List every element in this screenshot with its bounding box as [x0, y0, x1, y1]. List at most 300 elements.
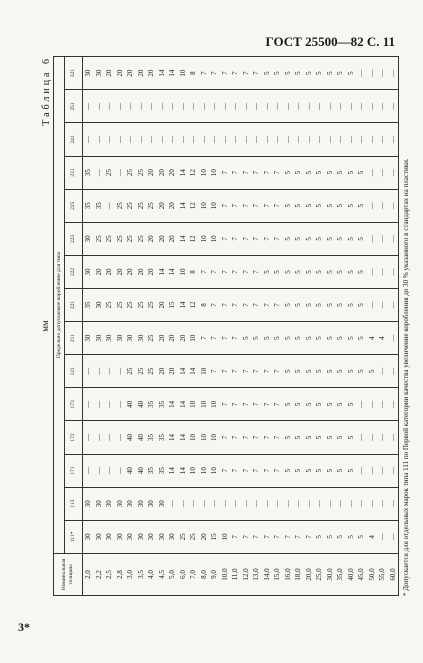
- thickness-value: 8,0: [199, 570, 208, 579]
- table-cell: 20: [147, 268, 155, 276]
- table-cell: 12: [189, 301, 197, 309]
- thickness-value: 30,0: [325, 568, 334, 581]
- table-cell: —: [199, 102, 208, 110]
- table-cell: 10: [199, 400, 208, 408]
- table-cell: —: [94, 433, 103, 441]
- table-cell: 5: [294, 203, 302, 208]
- table-cell: 30: [105, 334, 113, 342]
- table-cell: 5: [304, 435, 313, 440]
- table-cell: 30: [168, 533, 176, 541]
- table-cell: —: [105, 400, 113, 408]
- table-cell: —: [294, 102, 302, 110]
- table-cell: 5: [262, 270, 271, 274]
- table-cell: —: [168, 102, 176, 110]
- table-cell: —: [115, 169, 124, 177]
- thickness-value: 6,0: [178, 570, 187, 579]
- table-cell: 5: [304, 71, 313, 75]
- table-cell: —: [388, 268, 397, 276]
- table-cell: —: [378, 433, 386, 441]
- table-cell: 7: [262, 369, 271, 374]
- table-cell: —: [357, 433, 365, 441]
- table-cell: 5: [325, 402, 334, 407]
- table-cell: 35: [157, 433, 166, 441]
- table-cell: —: [105, 433, 113, 441]
- table-cell: 30: [94, 334, 103, 342]
- table-cell: 40: [126, 433, 134, 441]
- table-cell: —: [126, 136, 134, 143]
- table-cell: 5: [336, 71, 344, 75]
- table-cell: 7: [210, 369, 218, 374]
- thickness-value: 3,5: [136, 570, 145, 579]
- type-column-header: 221: [65, 288, 83, 321]
- table-cell: —: [273, 102, 281, 110]
- table-cell: 15: [168, 301, 176, 309]
- table-cell: —: [136, 102, 145, 110]
- table-cell: —: [84, 367, 92, 375]
- table-cell: —: [388, 533, 397, 541]
- table-cell: 5: [304, 369, 313, 374]
- table-cell: 25: [115, 202, 124, 210]
- table-cell: 5: [346, 402, 355, 407]
- table-cell: —: [273, 500, 281, 508]
- table-cell: 5: [304, 303, 313, 307]
- table-cell: —: [378, 533, 386, 541]
- table-cell: —: [178, 136, 187, 143]
- table-cell: 14: [178, 235, 187, 243]
- table-cell: 5: [325, 170, 334, 175]
- table-cell: 30: [84, 235, 92, 243]
- table-cell: 35: [84, 202, 92, 210]
- rotated-table-block: [40, 56, 410, 596]
- table-cell: 30: [136, 533, 145, 541]
- table-cell: —: [220, 500, 229, 508]
- table-cell: 7: [241, 170, 250, 175]
- table-cell: 20: [115, 268, 124, 276]
- table-cell: 30: [94, 533, 103, 541]
- table-cell: —: [199, 136, 208, 143]
- table-cell: 4: [378, 336, 386, 340]
- table-cell: 5: [336, 468, 344, 473]
- table-cell: 5: [273, 71, 281, 75]
- table-cell: 10: [210, 202, 218, 210]
- table-cell: —: [378, 69, 386, 77]
- table-cell: 7: [252, 402, 260, 407]
- table-cell: 7: [220, 303, 229, 307]
- table-cell: —: [388, 235, 397, 243]
- type-column-header: 223: [65, 222, 83, 255]
- table-cell: —: [252, 136, 260, 143]
- table-cell: —: [346, 102, 355, 110]
- table-cell: 7: [210, 270, 218, 274]
- table-cell: 20: [157, 169, 166, 177]
- type-column-header: 241: [65, 123, 83, 156]
- thickness-value: 7,0: [189, 570, 197, 579]
- table-cell: 5: [315, 170, 323, 175]
- table-cell: —: [367, 69, 376, 77]
- table-cell: —: [378, 169, 386, 177]
- table-cell: —: [304, 102, 313, 110]
- table-cell: —: [105, 467, 113, 475]
- table-cell: 40: [136, 467, 145, 475]
- table-cell: 7: [273, 237, 281, 241]
- table-cell: —: [283, 102, 292, 110]
- table-cell: —: [210, 500, 218, 508]
- table-cell: —: [367, 202, 376, 210]
- type-column-header: 231: [65, 156, 83, 189]
- table-cell: —: [388, 202, 397, 210]
- value-column: [83, 322, 399, 355]
- table-cell: 5: [346, 336, 355, 340]
- table-cell: 5: [336, 203, 344, 208]
- table-cell: 5: [357, 237, 365, 241]
- table-cell: —: [84, 467, 92, 475]
- table-cell: 5: [336, 435, 344, 440]
- table-cell: 7: [273, 203, 281, 208]
- table-cell: 7: [231, 237, 239, 241]
- table-cell: —: [94, 169, 103, 177]
- table-cell: 25: [136, 169, 145, 177]
- table-cell: 7: [220, 170, 229, 175]
- table-cell: 7: [241, 402, 250, 407]
- table-cell: 5: [336, 170, 344, 175]
- table-cell: —: [283, 500, 292, 508]
- table-cell: 7: [252, 468, 260, 473]
- table-cell: 5: [357, 303, 365, 307]
- table-cell: 20: [157, 301, 166, 309]
- table-cell: —: [84, 102, 92, 110]
- table-cell: —: [262, 102, 271, 110]
- page-mark: 3*: [18, 620, 30, 634]
- table-cell: 25: [178, 533, 187, 541]
- table-cell: 5: [325, 369, 334, 374]
- table-cell: —: [252, 500, 260, 508]
- table-cell: 25: [189, 533, 197, 541]
- table-cell: —: [231, 102, 239, 110]
- table-cell: —: [220, 102, 229, 110]
- table-cell: 7: [220, 402, 229, 407]
- table-cell: 14: [178, 467, 187, 475]
- table-cell: —: [388, 102, 397, 110]
- table-cell: —: [105, 367, 113, 375]
- table-cell: 14: [168, 69, 176, 77]
- table-cell: —: [168, 136, 176, 143]
- table-cell: 8: [189, 270, 197, 274]
- value-column: [83, 421, 399, 454]
- table-cell: 35: [147, 400, 155, 408]
- table-cell: 30: [115, 334, 124, 342]
- table-cell: 5: [325, 237, 334, 241]
- table-cell: 7: [220, 336, 229, 340]
- table-cell: 5: [325, 71, 334, 75]
- table-cell: 7: [199, 336, 208, 340]
- table-cell: 5: [294, 71, 302, 75]
- table-cell: 20: [168, 334, 176, 342]
- table-cell: —: [346, 136, 355, 143]
- table-cell: —: [262, 136, 271, 143]
- table-cell: 7: [262, 535, 271, 539]
- table-title: Таблица 6: [41, 56, 52, 126]
- value-column: [83, 355, 399, 388]
- table-cell: 7: [283, 535, 292, 539]
- table-cell: 7: [220, 468, 229, 473]
- table-cell: 7: [220, 435, 229, 440]
- table-cell: 30: [94, 301, 103, 309]
- table-cell: 4: [367, 336, 376, 340]
- table-cell: 5: [346, 237, 355, 241]
- table-cell: 5: [357, 336, 365, 340]
- type-column-header: 111*: [65, 520, 83, 553]
- thickness-column: [83, 553, 399, 595]
- table-cell: 7: [252, 535, 260, 539]
- table-cell: —: [94, 136, 103, 143]
- table-cell: —: [241, 102, 250, 110]
- value-column: [83, 156, 399, 189]
- table-cell: 5: [315, 237, 323, 241]
- table-cell: 5: [283, 435, 292, 440]
- table-cell: —: [388, 136, 397, 143]
- table-cell: —: [367, 136, 376, 143]
- thickness-value: 40,0: [346, 568, 355, 581]
- table-cell: 5: [325, 270, 334, 274]
- table-cell: 5: [283, 468, 292, 473]
- table-cell: 5: [346, 203, 355, 208]
- table-cell: —: [325, 500, 334, 508]
- table-cell: —: [178, 102, 187, 110]
- table-cell: 7: [220, 71, 229, 75]
- table-cell: 12: [189, 169, 197, 177]
- table-cell: 7: [210, 303, 218, 307]
- table-cell: 7: [252, 203, 260, 208]
- table-cell: 15: [210, 533, 218, 541]
- table-cell: 40: [126, 467, 134, 475]
- table-cell: —: [115, 400, 124, 408]
- table-cell: 7: [231, 71, 239, 75]
- table-cell: —: [178, 500, 187, 508]
- footnote: * Допускается для отдельных марок типа 111 по Первой категории качества увеличение коробления до 30 % указанного в стандартах на пластики.: [402, 158, 410, 596]
- table-cell: —: [115, 433, 124, 441]
- type-column-header: 121: [65, 355, 83, 388]
- table-cell: 7: [304, 535, 313, 539]
- table-cell: —: [367, 268, 376, 276]
- thickness-value: 18,0: [294, 568, 302, 581]
- table-cell: —: [294, 136, 302, 143]
- table-cell: 20: [168, 169, 176, 177]
- table-cell: 5: [304, 468, 313, 473]
- table-cell: 5: [283, 303, 292, 307]
- table-cell: 20: [168, 367, 176, 375]
- table-cell: 7: [241, 270, 250, 274]
- table-cell: 7: [273, 535, 281, 539]
- table-cell: 14: [168, 433, 176, 441]
- table-cell: 35: [147, 467, 155, 475]
- table-cell: 5: [304, 203, 313, 208]
- table-cell: —: [126, 102, 134, 110]
- table-cell: —: [136, 136, 145, 143]
- table-cell: 5: [336, 270, 344, 274]
- table-cell: 5: [283, 203, 292, 208]
- table-cell: —: [105, 102, 113, 110]
- thickness-value: 10,0: [220, 568, 229, 581]
- table-cell: 5: [336, 369, 344, 374]
- table-cell: —: [357, 500, 365, 508]
- table-cell: 25: [94, 235, 103, 243]
- table-cell: —: [115, 467, 124, 475]
- thickness-value: 55,0: [378, 568, 386, 581]
- table-cell: 5: [325, 435, 334, 440]
- table-cell: 7: [241, 535, 250, 539]
- thickness-value: 16,0: [283, 568, 292, 581]
- table-cell: 20: [105, 69, 113, 77]
- table-cell: 25: [115, 301, 124, 309]
- table-cell: 35: [84, 169, 92, 177]
- table-cell: 5: [283, 402, 292, 407]
- table-cell: 7: [252, 369, 260, 374]
- type-column-header: 113: [65, 487, 83, 520]
- table-cell: 30: [126, 500, 134, 508]
- thickness-value: 60,0: [388, 568, 397, 581]
- table-cell: 5: [346, 535, 355, 539]
- table-cell: 5: [252, 336, 260, 340]
- table-cell: —: [294, 500, 302, 508]
- table-cell: 20: [126, 268, 134, 276]
- table-cell: 25: [136, 202, 145, 210]
- table-cell: 25: [105, 169, 113, 177]
- table-cell: —: [283, 136, 292, 143]
- table-cell: —: [357, 467, 365, 475]
- table-cell: —: [367, 102, 376, 110]
- table-cell: 10: [189, 433, 197, 441]
- table-cell: —: [325, 136, 334, 143]
- thickness-value: 2,2: [94, 570, 103, 579]
- table-cell: 20: [178, 334, 187, 342]
- table-cell: 30: [105, 500, 113, 508]
- table-cell: 25: [126, 235, 134, 243]
- table-cell: 7: [210, 336, 218, 340]
- table-cell: 20: [157, 367, 166, 375]
- table-cell: 5: [262, 71, 271, 75]
- table-cell: 5: [304, 402, 313, 407]
- table-cell: —: [388, 433, 397, 441]
- table-cell: 20: [147, 69, 155, 77]
- table-cell: 5: [336, 336, 344, 340]
- table-cell: 20: [105, 268, 113, 276]
- table-cell: —: [388, 301, 397, 309]
- table-cell: 7: [241, 237, 250, 241]
- thickness-value: 9,0: [210, 570, 218, 579]
- table-cell: 7: [262, 303, 271, 307]
- table-cell: 5: [367, 369, 376, 374]
- table-cell: —: [210, 102, 218, 110]
- warpage-table: [53, 56, 399, 596]
- value-column: [83, 520, 399, 553]
- thickness-value: 4,0: [147, 570, 155, 579]
- table-cell: 7: [294, 535, 302, 539]
- type-column-header: 321: [65, 57, 83, 90]
- table-cell: —: [94, 400, 103, 408]
- table-cell: —: [378, 102, 386, 110]
- table-cell: 20: [157, 334, 166, 342]
- table-cell: —: [105, 136, 113, 143]
- table-cell: 7: [231, 203, 239, 208]
- table-cell: 40: [136, 400, 145, 408]
- table-cell: 14: [168, 400, 176, 408]
- table-cell: —: [367, 235, 376, 243]
- table-cell: —: [367, 500, 376, 508]
- table-cell: 5: [315, 71, 323, 75]
- type-column-header: 251: [65, 90, 83, 123]
- table-cell: 14: [168, 467, 176, 475]
- table-cell: —: [189, 500, 197, 508]
- table-cell: 5: [336, 237, 344, 241]
- table-cell: 5: [304, 237, 313, 241]
- table-cell: 25: [126, 202, 134, 210]
- thickness-value: 2,8: [115, 570, 124, 579]
- table-cell: 7: [273, 402, 281, 407]
- table-cell: 5: [346, 270, 355, 274]
- table-cell: 5: [315, 203, 323, 208]
- value-column: [83, 57, 399, 90]
- type-column-header: 172: [65, 421, 83, 454]
- table-cell: 7: [273, 303, 281, 307]
- table-cell: 5: [304, 336, 313, 340]
- table-cell: —: [378, 400, 386, 408]
- table-cell: —: [388, 467, 397, 475]
- table-cell: 30: [126, 334, 134, 342]
- table-cell: 7: [273, 468, 281, 473]
- table-cell: 7: [220, 369, 229, 374]
- table-cell: 4: [367, 535, 376, 539]
- table-cell: —: [378, 136, 386, 143]
- table-cell: 20: [136, 69, 145, 77]
- table-cell: —: [378, 301, 386, 309]
- table-cell: —: [231, 500, 239, 508]
- table-cell: 25: [136, 367, 145, 375]
- table-cell: 14: [178, 202, 187, 210]
- table-cell: 35: [157, 400, 166, 408]
- table-cell: —: [315, 500, 323, 508]
- table-cell: 7: [241, 435, 250, 440]
- table-cell: 20: [168, 202, 176, 210]
- type-column-header: 171: [65, 454, 83, 487]
- table-cell: 5: [294, 237, 302, 241]
- table-cell: 25: [147, 301, 155, 309]
- table-cell: 5: [273, 336, 281, 340]
- value-column: [83, 487, 399, 520]
- table-cell: 7: [231, 303, 239, 307]
- table-cell: 30: [115, 500, 124, 508]
- table-cell: —: [147, 136, 155, 143]
- thickness-value: 45,0: [357, 568, 365, 581]
- table-cell: 30: [105, 533, 113, 541]
- table-cell: —: [157, 102, 166, 110]
- table-cell: 5: [315, 336, 323, 340]
- table-cell: 5: [283, 369, 292, 374]
- table-cell: 10: [199, 202, 208, 210]
- table-cell: —: [388, 400, 397, 408]
- value-column: [83, 454, 399, 487]
- table-cell: 14: [178, 400, 187, 408]
- table-cell: 5: [315, 535, 323, 539]
- value-column: [83, 255, 399, 288]
- thickness-value: 2,0: [84, 570, 92, 579]
- table-cell: —: [304, 500, 313, 508]
- table-cell: —: [357, 102, 365, 110]
- table-cell: 25: [115, 235, 124, 243]
- table-cell: 10: [210, 400, 218, 408]
- table-cell: 5: [315, 402, 323, 407]
- table-cell: 14: [157, 268, 166, 276]
- table-cell: —: [231, 136, 239, 143]
